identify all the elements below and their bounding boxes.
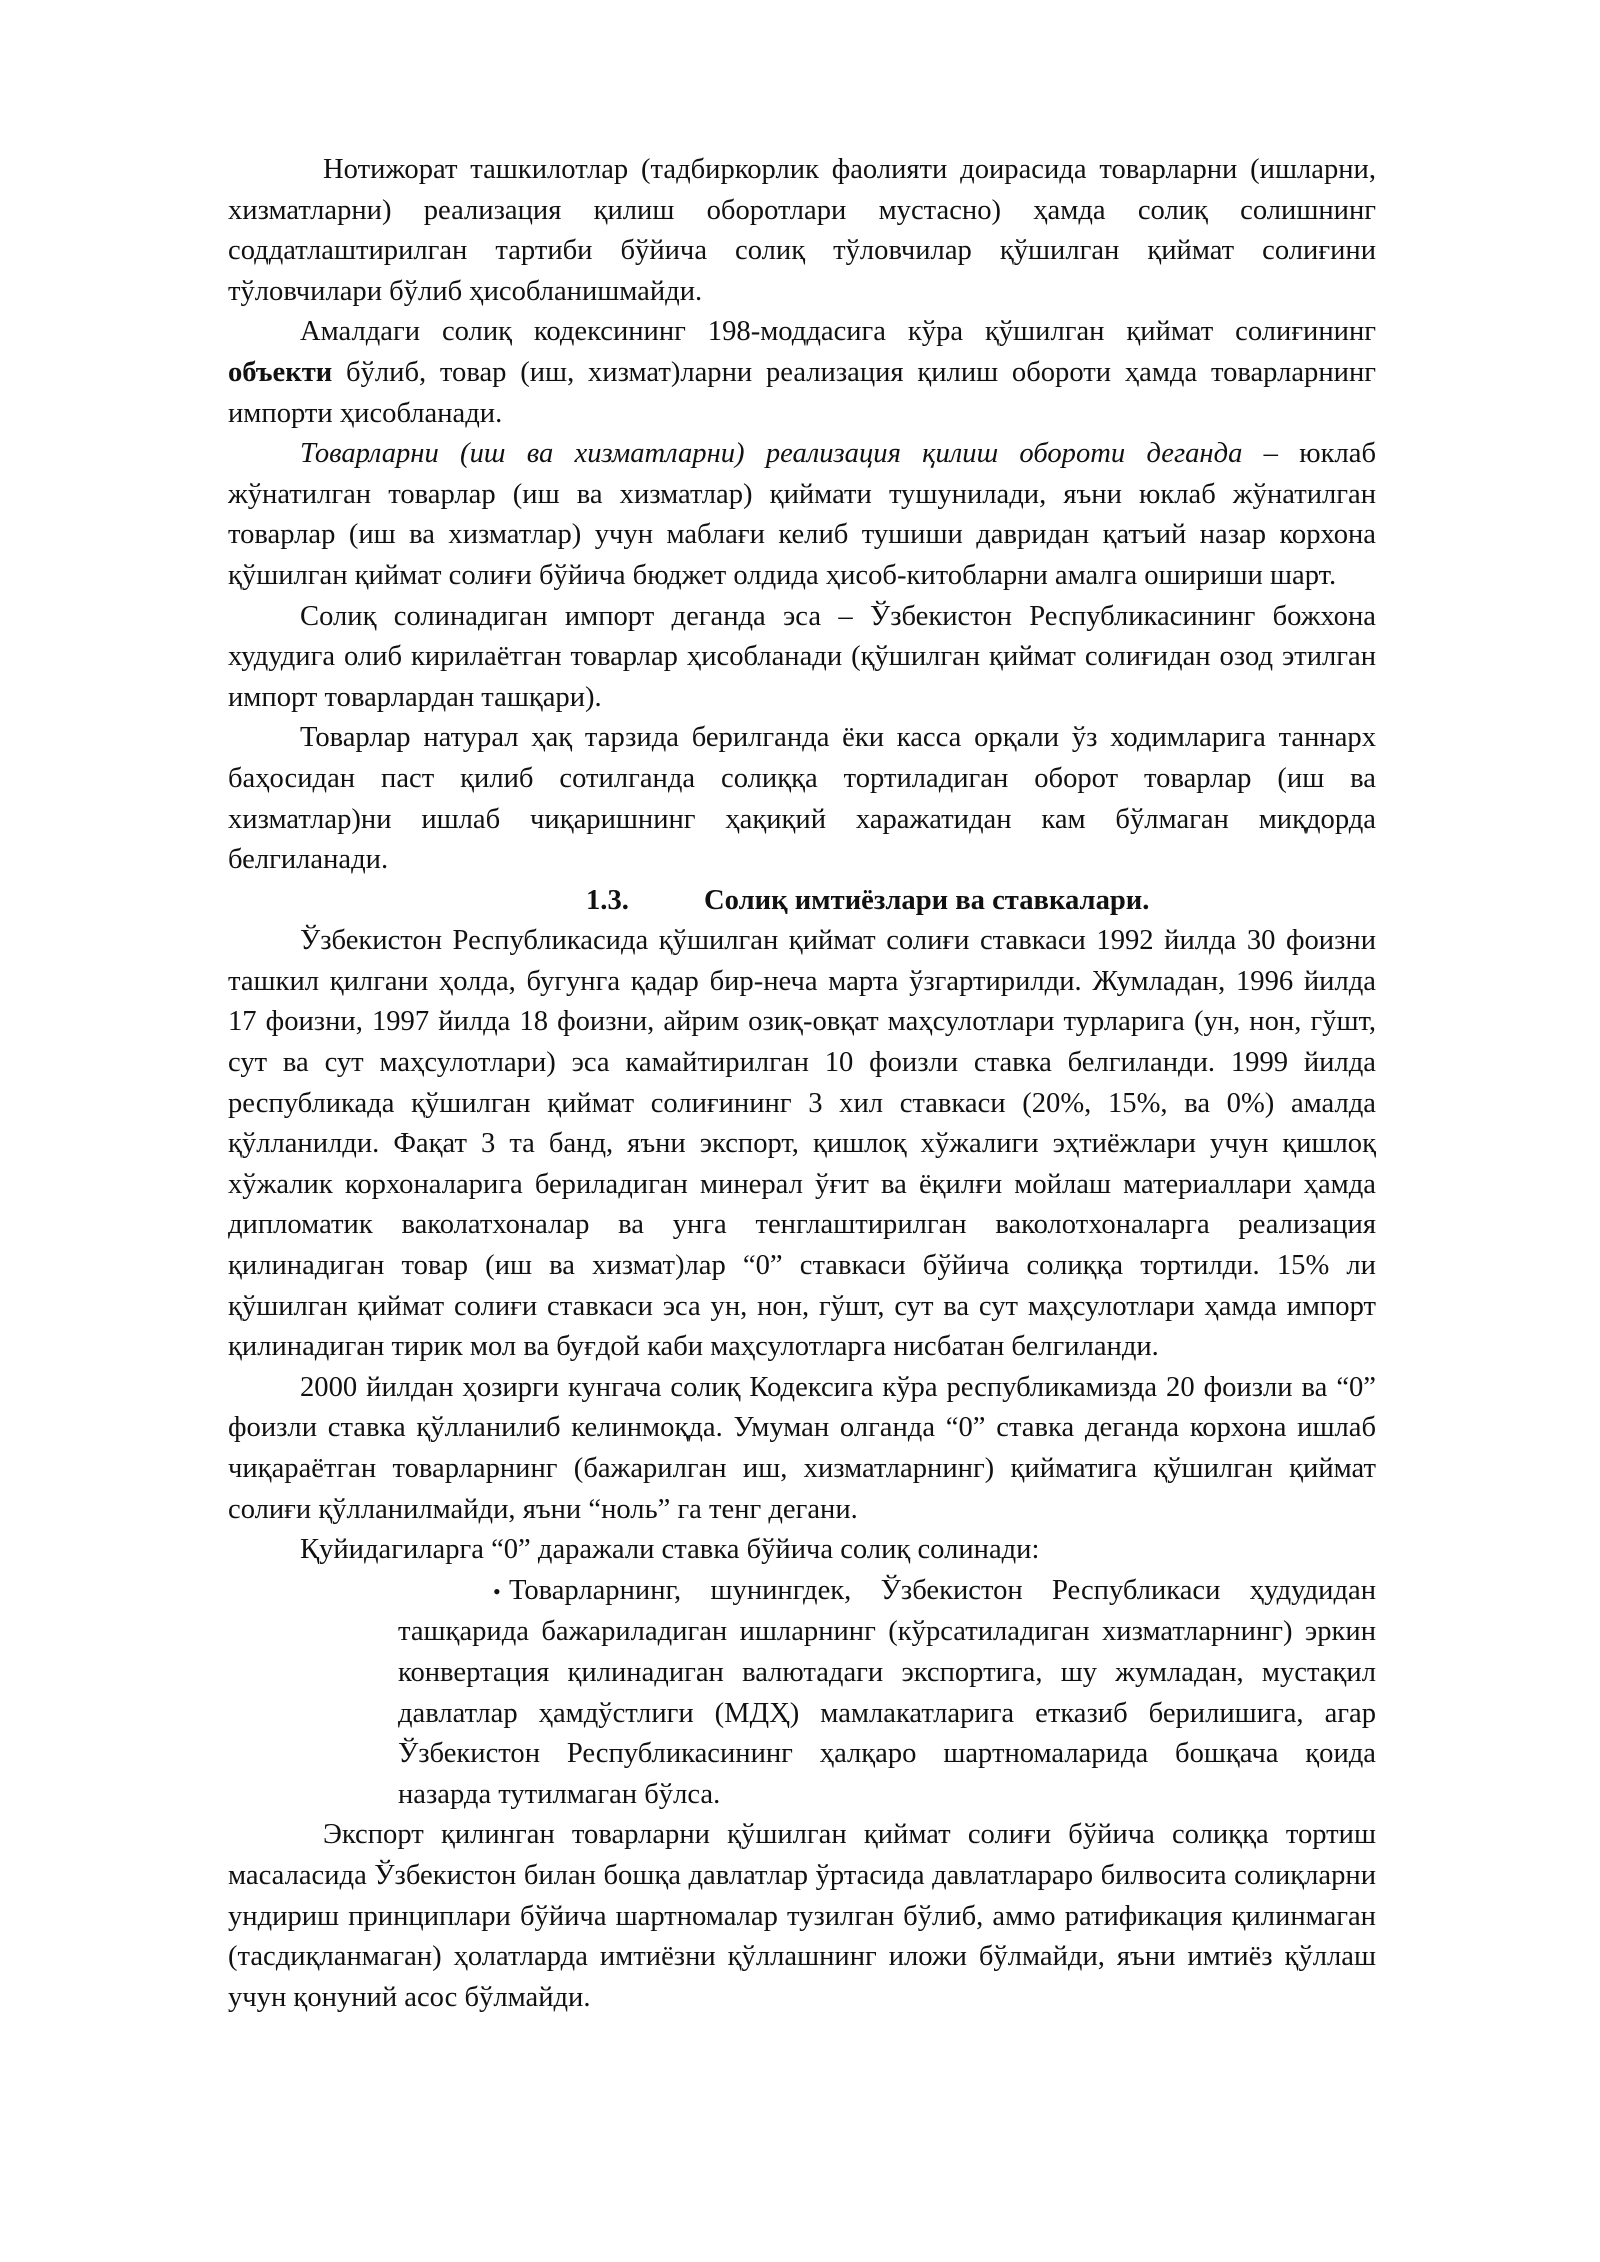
- paragraph-list-intro: Қуйидагиларга “0” даражали ставка бўйича солиқ солинади:: [300, 1534, 1040, 1566]
- bullet-icon: •: [493, 1578, 501, 1604]
- paragraph-vat-object-lead: Амалдаги солиқ кодексининг 198-моддасига кўра қўшилган қиймат солиғининг: [300, 316, 1376, 348]
- paragraph-vat-object: [228, 312, 1376, 434]
- term-object: объекти: [228, 356, 333, 388]
- paragraph-nonprofit: Нотижорат ташкилотлар (тадбиркорлик фаолияти доирасида товарларни (ишларни, хизматларни) реализация қилиш оборотлари мустасно) ҳамда солиқ солишнинг соддатлаштирилган тартиби бўйича солиқ тўловчилар қўшилган қиймат солиғини тўловчилари бўлиб ҳисобланишмайди.: [228, 154, 1376, 307]
- paragraph-export-ratification: Экспорт қилинган товарларни қўшилган қиймат солиғи бўйича солиққа тортиш масаласида Ўзбекистон билан бошқа давлатлар ўртасида давлатлараро билвосита солиқларни ундириш принциплари бўйича шартномалар тузилган бўлиб, аммо ратификация қилинмаган (тасдиқланмаган) ҳолатларда имтиёзни қўллашнинг иложи бўлмайди, яъни имтиёз қўллаш учун қонуний асос бўлмайди.: [228, 1819, 1376, 2013]
- list-item: [228, 1571, 1376, 1816]
- document-page: [228, 150, 1376, 2018]
- paragraph-turnover-definition: [228, 434, 1376, 596]
- paragraph-natural-payment: Товарлар натурал ҳақ тарзида берилганда ёки касса орқали ўз ходимларига таннарх баҳосидан паст қилиб сотилганда солиққа тортиладиган оборот товарлар (иш ва хизматлар)ни ишлаб чиқаришнинг ҳақиқий харажатидан кам бўлмаган миқдорда белгиланади.: [228, 722, 1376, 876]
- paragraph-rate-history: Ўзбекистон Республикасида қўшилган қиймат солиғи ставкаси 1992 йилда 30 фоизни ташкил қилгани ҳолда, бугунга қадар бир-неча марта ўзгартирилди. Жумладан, 1996 йилда 17 фоизни, 1997 йилда 18 фоизни, айрим озиқ-овқат маҳсулотлари турларига (ун, нон, гўшт, сут ва сут маҳсулотлари) эса камайтирилган 10 фоизли ставка белгиланди. 1999 йилда республикада қўшилган қиймат солиғининг 3 хил ставкаси (20%, 15%, ва 0%) амалда қўлланилди. Фақат 3 та банд, яъни экспорт, қишлоқ хўжалиги эҳтиёжлари учун қишлоқ хўжалик корхоналарига бериладиган минерал ўғит ва ёқилғи мойлаш материаллари ҳамда дипломатик ваколатхоналар ва унга тенглаштирилган ваколотхоналарга реализация қилинадиган товар (иш ва хизмат)лар “0” ставкаси бўйича солиққа тортилди. 15% ли қўшилган қиймат солиғи ставкаси эса ун, нон, гўшт, сут ва сут маҳсулотлари ҳамда импорт қилинадиган тирик мол ва буғдой каби маҳсулотларга нисбатан белгиланди.: [228, 925, 1376, 1363]
- paragraph-turnover-tail: – юклаб жўнатилган товарлар (иш ва хизматлар) қиймати тушунилади, яъни юклаб жўнатилган товарлар (иш ва хизматлар) учун маблағи келиб тушиши давридан қатъий назар корхона қўшилган қиймат солиғи бўйича бюджет олдида ҳисоб-китобларни амалга ошириши шарт.: [228, 438, 1376, 591]
- section-title: Солиқ имтиёзлари ва ставкалари.: [704, 884, 1150, 916]
- section-number: 1.3.: [586, 884, 629, 916]
- term-turnover: Товарларни (иш ва хизматларни) реализация қилиш обороти деганда: [300, 438, 1243, 470]
- paragraph-vat-object-tail: бўлиб, товар (иш, хизмат)ларни реализация қилиш обороти ҳамда товарларнинг импорти ҳисобланади.: [228, 356, 1376, 429]
- paragraph-taxable-import: Солиқ солинадиган импорт деганда эса – Ўзбекистон Республикасининг божхона худудига олиб кирилаётган товарлар ҳисобланади (қўшилган қиймат солиғидан озод этилган импорт товарлардан ташқари).: [228, 600, 1376, 713]
- list-item-text: Товарларнинг, шунингдек, Ўзбекистон Республикаси ҳудудидан ташқарида бажариладиган ишларнинг (кўрсатиладиган хизматларнинг) эркин конвертация қилинадиган валютадаги экспортига, шу жумладан, мустақил давлатлар ҳамдўстлиги (МДҲ) мамлакатларига етказиб берилишига, агар Ўзбекистон Республикасининг ҳалқаро шартномаларида бошқача қоида назарда тутилмаган бўлса.: [398, 1574, 1376, 1810]
- paragraph-zero-rate: 2000 йилдан ҳозирги кунгача солиқ Кодексига кўра республикамизда 20 фоизли ва “0” фоизли ставка қўлланилиб келинмоқда. Умуман олганда “0” ставка деганда корхона ишлаб чиқараётган товарларнинг (бажарилган иш, хизматларнинг) қийматига қўшилган қиймат солиғи қўлланилмайди, яъни “ноль” га тенг дегани.: [228, 1371, 1376, 1525]
- section-heading: [228, 881, 1376, 922]
